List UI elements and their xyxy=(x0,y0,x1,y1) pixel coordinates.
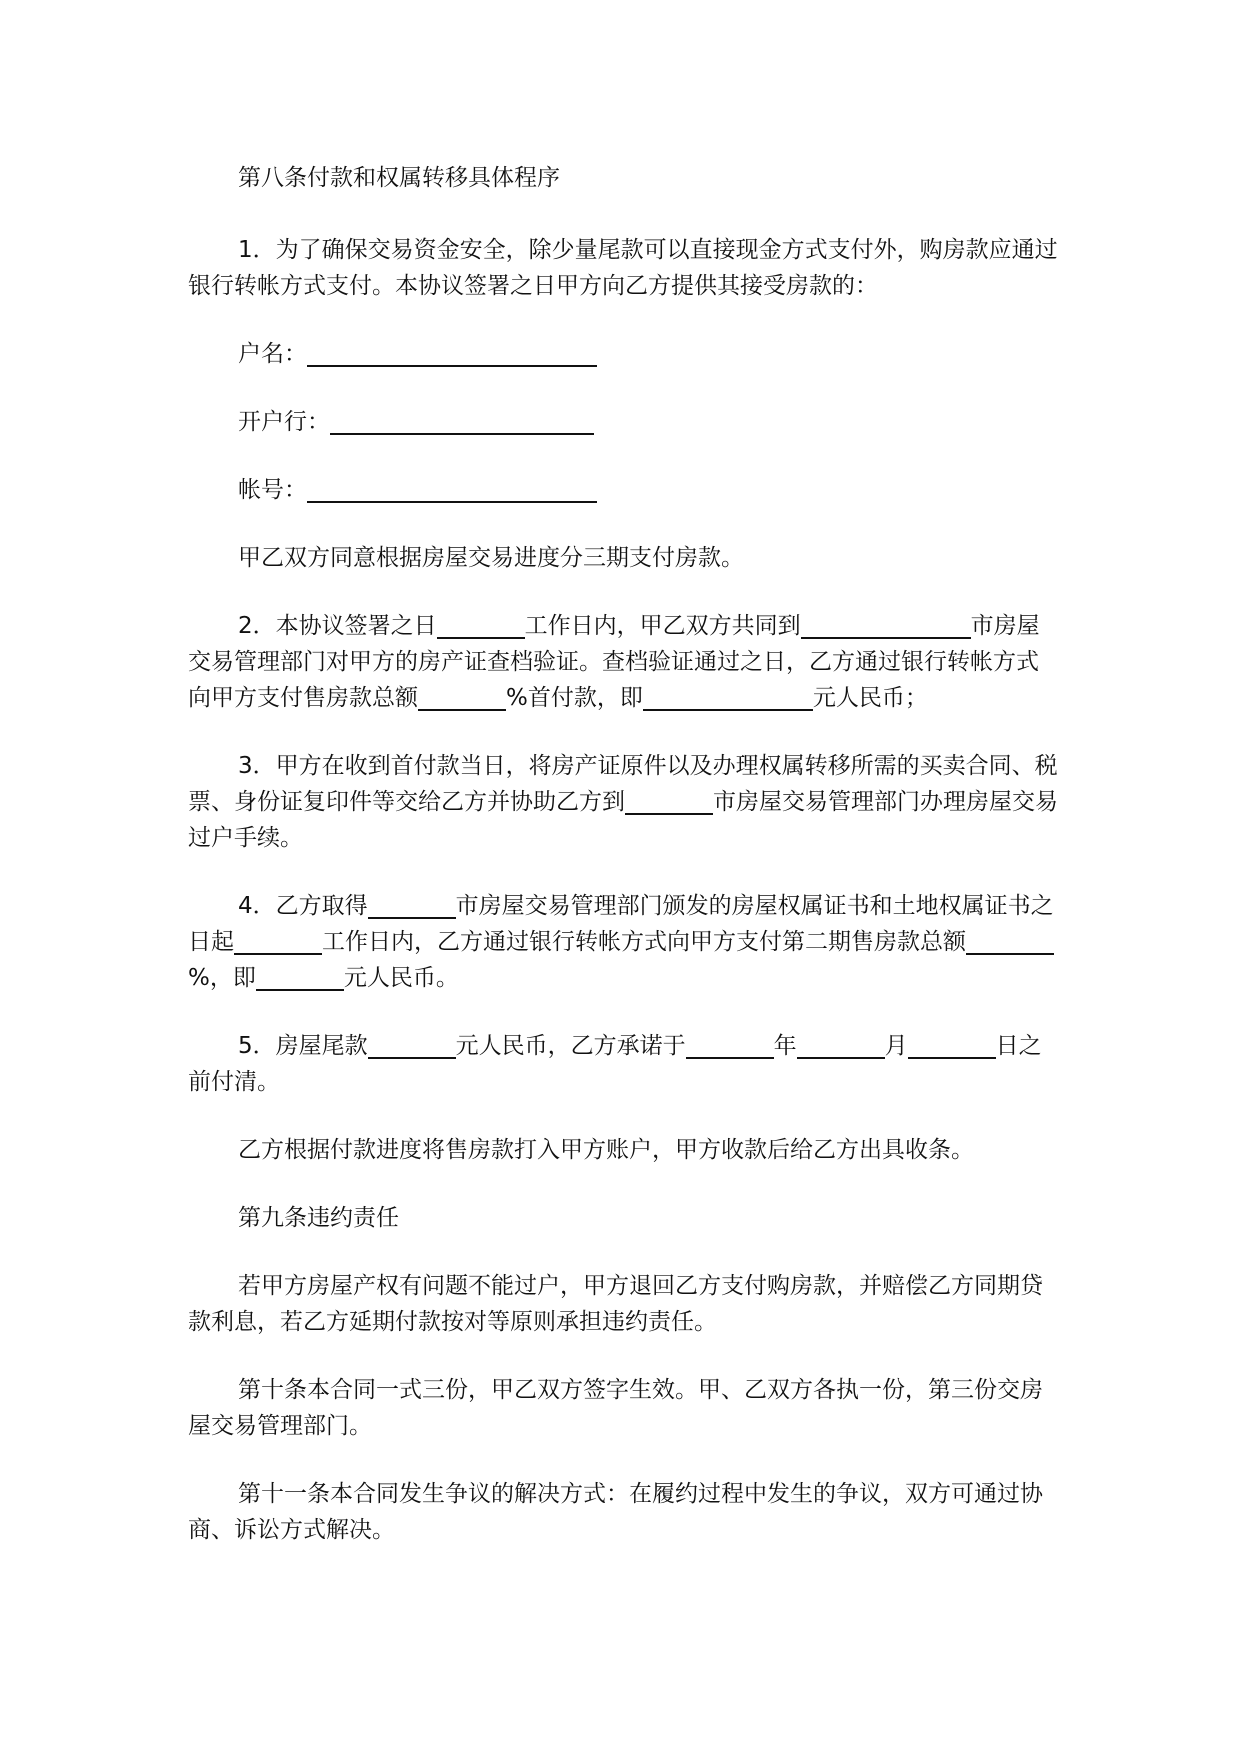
clause-2-blank-days[interactable] xyxy=(437,615,525,639)
clause-5-blank-month[interactable] xyxy=(797,1035,885,1059)
clause-5-blank-year[interactable] xyxy=(686,1035,774,1059)
account-number-label: 帐号： xyxy=(238,477,307,503)
clause-4 xyxy=(188,888,1058,996)
clause-4-text-c: 工作日内，乙方通过银行转帐方式向甲方支付第二期售房款总额 xyxy=(322,929,966,955)
clause-3-text-a: 3．甲方在收到首付款当日，将房产证原件以及办理权属转移所需的买卖合同、税票、身份证复印件等交给乙方并协助乙方到 xyxy=(188,753,1058,815)
article-9-heading: 第九条违约责任 xyxy=(238,1205,399,1231)
clause-2-blank-amount[interactable] xyxy=(643,687,813,711)
clause-4-blank-percent[interactable] xyxy=(966,931,1054,955)
clause-2-blank-percent[interactable] xyxy=(418,687,506,711)
receipt-text: 乙方根据付款进度将售房款打入甲方账户，甲方收款后给乙方出具收条。 xyxy=(238,1137,974,1163)
clause-4-text-d: %，即 xyxy=(188,965,256,991)
clause-4-text-a: 4．乙方取得 xyxy=(238,893,368,919)
clause-5-text-a: 5．房屋尾款 xyxy=(238,1033,368,1059)
article-11: 第十一条本合同发生争议的解决方式：在履约过程中发生的争议，双方可通过协商、诉讼方式解决。 xyxy=(188,1481,1043,1543)
clause-5-text-c: 年 xyxy=(773,1033,797,1059)
clause-2-text-a: 2．本协议签署之日 xyxy=(238,613,437,639)
clause-2-text-c: 市房屋交易管理部门对甲方的房产证查档验证。查档验证通过之日，乙方通过银行转帐方式向甲方支付售房款总额 xyxy=(188,613,1040,711)
clause-5-text-d: 月 xyxy=(884,1033,908,1059)
clause-2-text-b: 工作日内，甲乙双方共同到 xyxy=(524,613,801,639)
clause-3-text-b: 市房屋交易管理部门办理房屋交易过户手续。 xyxy=(188,789,1058,851)
account-name-blank[interactable] xyxy=(307,343,597,367)
article-8-heading: 第八条付款和权属转移具体程序 xyxy=(238,165,560,191)
clause-5 xyxy=(188,1028,1058,1100)
account-name-label: 户名： xyxy=(238,341,307,367)
account-number-blank[interactable] xyxy=(307,479,597,503)
bank-label: 开户行： xyxy=(238,409,330,435)
clause-4-text-b: 市房屋交易管理部门颁发的房屋权属证书和土地权属证书之日起 xyxy=(188,893,1054,955)
clause-2 xyxy=(188,608,1058,716)
three-installments-text: 甲乙双方同意根据房屋交易进度分三期支付房款。 xyxy=(238,545,744,571)
clause-5-text-e: 日之前付清。 xyxy=(188,1033,1042,1095)
bank-blank[interactable] xyxy=(330,411,594,435)
account-name-field xyxy=(188,336,1058,372)
clause-3-blank-city[interactable] xyxy=(625,791,713,815)
document-page xyxy=(188,160,1058,1580)
bank-field xyxy=(188,404,1058,440)
clause-4-text-e: 元人民币。 xyxy=(343,965,459,991)
clause-1: 1．为了确保交易资金安全，除少量尾款可以直接现金方式支付外，购房款应通过银行转帐方式支付。本协议签署之日甲方向乙方提供其接受房款的： xyxy=(188,237,1058,299)
clause-4-blank-amount[interactable] xyxy=(256,967,344,991)
account-number-field xyxy=(188,472,1058,508)
clause-2-text-e: 元人民币； xyxy=(812,685,928,711)
clause-4-blank-days[interactable] xyxy=(234,931,322,955)
clause-4-blank-city[interactable] xyxy=(368,895,456,919)
clause-3 xyxy=(188,748,1058,856)
clause-2-text-d: %首付款，即 xyxy=(506,685,643,711)
clause-5-text-b: 元人民币，乙方承诺于 xyxy=(455,1033,686,1059)
clause-2-blank-city[interactable] xyxy=(801,615,971,639)
clause-5-blank-amount[interactable] xyxy=(368,1035,456,1059)
breach-text: 若甲方房屋产权有问题不能过户，甲方退回乙方支付购房款，并赔偿乙方同期贷款利息，若乙方延期付款按对等原则承担违约责任。 xyxy=(188,1273,1043,1335)
clause-5-blank-day[interactable] xyxy=(908,1035,996,1059)
article-10: 第十条本合同一式三份，甲乙双方签字生效。甲、乙双方各执一份，第三份交房屋交易管理部门。 xyxy=(188,1377,1043,1439)
